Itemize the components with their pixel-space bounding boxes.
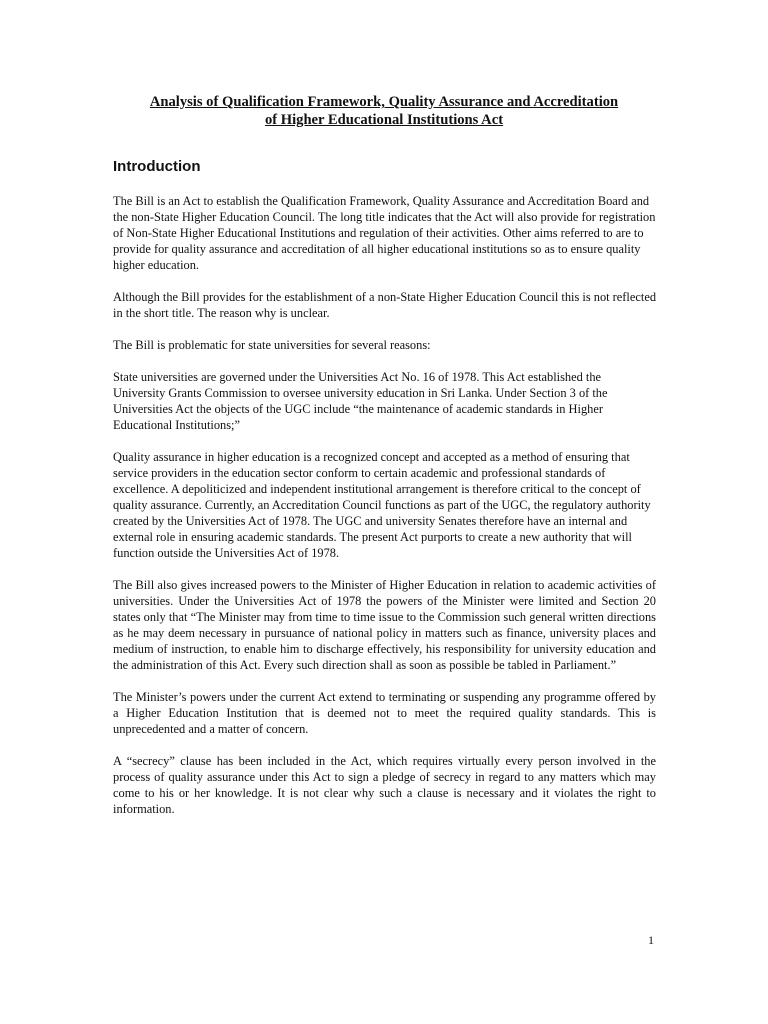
page-number: 1 bbox=[648, 933, 654, 947]
document-body bbox=[113, 193, 656, 833]
paragraph-4: State universities are governed under the Universities Act No. 16 of 1978. This Act established the University Grants Commission to oversee university education in Sri Lanka. Under Section 3 of the Universities Act the objects of the UGC include “the maintenance of academic standards in Higher Educational Institutions;” bbox=[113, 370, 608, 432]
document-title bbox=[100, 93, 668, 129]
document-title-line-1: Analysis of Qualification Framework, Quality Assurance and Accreditation bbox=[149, 94, 619, 110]
paragraph-6: The Bill also gives increased powers to the Minister of Higher Education in relation to academic activities of universities. Under the Universities Act of 1978 the powers of the Minister were limited and Section 20 states only that “The Minister may from time to time issue to the Commission such general written directions as he may deem necessary in pursuance of national policy in matters such as finance, university places and medium of instruction, to enable him to discharge effectively, his responsibility for university education and the administration of this Act. Every such direction shall as soon as possible be tabled in Parliament.” bbox=[113, 578, 656, 672]
paragraph-1: The Bill is an Act to establish the Qualification Framework, Quality Assurance and Accreditation Board and the non-State Higher Education Council. The long title indicates that the Act will also provide for registration of Non-State Higher Educational Institutions and regulation of their activities. Other aims referred to are to provide for quality assurance and accreditation of all higher educational institutions so as to ensure quality higher education. bbox=[113, 194, 656, 272]
paragraph-7: The Minister’s powers under the current Act extend to terminating or suspending any programme offered by a Higher Education Institution that is deemed not to meet the required quality standards. This is unprecedented and a matter of concern. bbox=[113, 690, 656, 736]
paragraph-3: The Bill is problematic for state universities for several reasons: bbox=[113, 338, 431, 352]
paragraph-5: Quality assurance in higher education is a recognized concept and accepted as a method of ensuring that service providers in the education sector conform to certain academic and professional standards of excellence. A depoliticized and independent institutional arrangement is therefore critical to the concept of quality assurance. Currently, an Accreditation Council functions as part of the UGC, the regulatory authority created by the Universities Act of 1978. The UGC and university Senates therefore have an internal and external role in ensuring academic standards. The present Act purports to create a new authority that will function outside the Universities Act of 1978. bbox=[113, 450, 651, 560]
paragraph-2: Although the Bill provides for the establishment of a non-State Higher Education Council this is not reflected in the short title. The reason why is unclear. bbox=[113, 290, 657, 320]
paragraph-8: A “secrecy” clause has been included in the Act, which requires virtually every person involved in the process of quality assurance under this Act to sign a pledge of secrecy in regard to any matters which may come to his or her knowledge. It is not clear why such a clause is necessary and it violates the right to information. bbox=[113, 754, 656, 816]
document-title-line-2: of Higher Educational Institutions Act bbox=[264, 112, 504, 128]
section-heading-introduction: Introduction bbox=[113, 158, 201, 175]
